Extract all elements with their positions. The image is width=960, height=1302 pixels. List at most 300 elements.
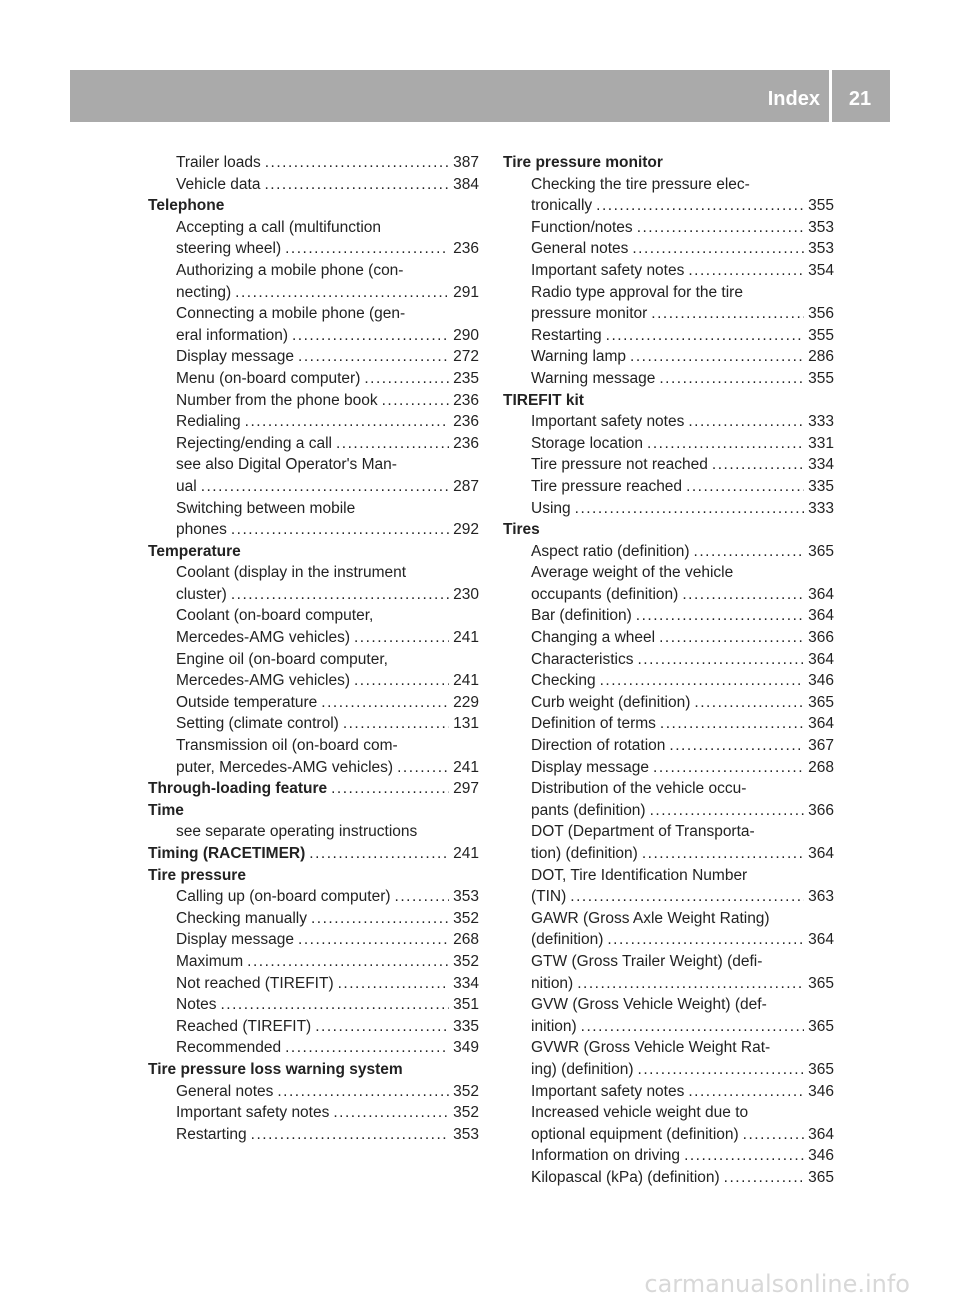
index-entry-text: steering wheel) <box>176 240 282 258</box>
index-entry <box>503 260 834 282</box>
index-entry <box>148 821 479 843</box>
index-entry-text: Switching between mobile <box>176 499 356 517</box>
index-heading <box>503 390 834 412</box>
index-entry <box>148 951 479 973</box>
index-entry <box>148 174 479 196</box>
index-page-ref: 352 <box>453 952 479 970</box>
index-entry <box>503 325 834 347</box>
index-entry <box>148 152 479 174</box>
index-entry <box>148 973 479 995</box>
leader-dots <box>382 390 450 412</box>
leader-dots <box>285 238 449 260</box>
leader-dots <box>251 1124 449 1146</box>
index-entry-text: Reached (TIREFIT) <box>176 1017 312 1035</box>
index-page-ref: 331 <box>808 434 834 452</box>
index-entry <box>148 325 479 347</box>
index-entry <box>503 454 834 476</box>
index-entry-text: Vehicle data <box>176 175 261 193</box>
index-heading <box>148 1059 479 1081</box>
index-entry <box>503 282 834 304</box>
index-entry <box>148 584 479 606</box>
index-entry <box>148 649 479 671</box>
index-entry <box>503 1102 834 1124</box>
leader-dots <box>245 411 449 433</box>
index-page-ref: 241 <box>453 845 479 862</box>
leader-dots <box>581 1016 804 1038</box>
index-entry <box>148 670 479 692</box>
leader-dots <box>712 454 804 476</box>
index-entry <box>503 908 834 930</box>
index-entry-text: Aspect ratio (definition) <box>531 542 690 560</box>
index-heading-text: Tire pressure <box>148 866 246 884</box>
page-number: 21 <box>848 88 872 110</box>
leader-dots <box>338 973 450 995</box>
section-title: Index <box>767 88 820 110</box>
index-page-ref: 334 <box>453 974 479 992</box>
index-entry <box>148 713 479 735</box>
index-column-left <box>148 152 479 1145</box>
index-entry-text: Maximum <box>176 952 244 970</box>
leader-dots <box>277 1081 449 1103</box>
index-page-ref: 333 <box>808 499 834 517</box>
index-page-ref: 365 <box>808 1168 834 1186</box>
index-column-right <box>503 152 834 1189</box>
index-entry-text: Kilopascal (kPa) (definition) <box>531 1168 720 1186</box>
leader-dots <box>637 217 804 239</box>
index-entry-text: Checking the tire pressure elec- <box>531 175 750 193</box>
index-entry <box>148 908 479 930</box>
index-entry <box>503 195 834 217</box>
index-entry-text: Recommended <box>176 1039 282 1057</box>
leader-dots <box>650 800 805 822</box>
index-entry-text: DOT, Tire Identification Number <box>531 866 748 884</box>
index-page-ref: 364 <box>808 931 834 949</box>
index-entry-text: Coolant (display in the instrument <box>176 564 407 582</box>
leader-dots <box>660 713 804 735</box>
index-heading-text: Timing (RACETIMER) <box>148 845 306 862</box>
index-entry <box>503 174 834 196</box>
index-entry-text: eral information) <box>176 326 288 344</box>
index-entry <box>503 994 834 1016</box>
index-entry-text: see also Digital Operator's Man- <box>176 456 397 474</box>
index-heading-text: Telephone <box>148 197 225 215</box>
index-entry <box>148 692 479 714</box>
leader-dots <box>647 433 804 455</box>
index-entry-text: (TIN) <box>531 888 567 906</box>
index-entry-text: see separate operating instructions <box>176 823 418 841</box>
leader-dots <box>743 1124 804 1146</box>
index-entry <box>503 1167 834 1189</box>
index-entry <box>503 1124 834 1146</box>
index-page-ref: 346 <box>808 1082 834 1100</box>
index-page-ref: 297 <box>453 780 479 798</box>
index-entry-text: Calling up (on-board computer) <box>176 888 391 906</box>
index-page-ref: 354 <box>808 261 834 279</box>
index-entry <box>148 757 479 779</box>
index-entry <box>503 303 834 325</box>
index-page-ref: 335 <box>808 477 834 495</box>
index-page-ref: 333 <box>808 413 834 431</box>
index-entry-text: Bar (definition) <box>531 607 632 625</box>
index-page-ref: 287 <box>453 477 479 495</box>
index-entry <box>503 1037 834 1059</box>
leader-dots <box>354 627 449 649</box>
index-entry-text: Mercedes-AMG vehicles) <box>176 629 350 647</box>
index-entry <box>148 346 479 368</box>
index-entry <box>148 1037 479 1059</box>
index-entry-text: pants (definition) <box>531 801 646 819</box>
index-entry <box>148 217 479 239</box>
index-page-ref: 230 <box>453 585 479 603</box>
index-entry-text: Display message <box>531 758 650 776</box>
index-entry-text: Function/notes <box>531 218 633 236</box>
index-entry-text: Increased vehicle weight due to <box>531 1104 749 1122</box>
index-entry-text: Coolant (on-board computer, <box>176 607 374 625</box>
index-heading-text: Time <box>148 801 184 819</box>
index-entry-text: Tire pressure not reached <box>531 456 708 474</box>
index-entry-text: Curb weight (definition) <box>531 693 691 711</box>
index-entry <box>503 562 834 584</box>
leader-dots <box>596 195 804 217</box>
index-entry <box>503 670 834 692</box>
leader-dots <box>309 843 449 865</box>
index-entry-text: pressure monitor <box>531 305 648 323</box>
leader-dots <box>636 605 804 627</box>
index-page-ref: 334 <box>808 456 834 474</box>
index-page-ref: 346 <box>808 672 834 690</box>
index-page-ref: 365 <box>808 693 834 711</box>
index-entry <box>503 692 834 714</box>
index-entry <box>148 238 479 260</box>
leader-dots <box>688 1081 804 1103</box>
index-page-ref: 364 <box>808 1125 834 1143</box>
index-entry-text: Checking <box>531 672 596 690</box>
leader-dots <box>684 1145 804 1167</box>
leader-dots <box>264 174 449 196</box>
index-entry <box>148 886 479 908</box>
index-entry-text: Definition of terms <box>531 715 656 733</box>
index-entry-text: Average weight of the vehicle <box>531 564 734 582</box>
leader-dots <box>570 886 804 908</box>
index-entry <box>503 800 834 822</box>
index-page-ref: 235 <box>453 369 479 387</box>
leader-dots <box>606 325 804 347</box>
index-entry-text: nition) <box>531 974 574 992</box>
index-page-ref: 355 <box>808 369 834 387</box>
leader-dots <box>682 584 804 606</box>
index-entry <box>503 411 834 433</box>
leader-dots <box>659 368 804 390</box>
index-page-ref: 353 <box>808 240 834 258</box>
index-entry <box>148 368 479 390</box>
index-heading <box>148 843 479 865</box>
index-entry-text: inition) <box>531 1017 577 1035</box>
index-entry-text: General notes <box>531 240 629 258</box>
leader-dots <box>724 1167 804 1189</box>
index-page-ref: 365 <box>808 542 834 560</box>
index-entry <box>503 951 834 973</box>
index-page-ref: 364 <box>808 607 834 625</box>
leader-dots <box>231 519 449 541</box>
index-heading-text: Temperature <box>148 542 241 560</box>
index-entry <box>503 238 834 260</box>
index-entry <box>148 260 479 282</box>
index-entry-text: optional equipment (definition) <box>531 1125 739 1143</box>
leader-dots <box>630 346 804 368</box>
index-entry-text: GVWR (Gross Vehicle Weight Rat- <box>531 1039 771 1057</box>
index-entry-text: Notes <box>176 996 217 1014</box>
index-page-ref: 364 <box>808 715 834 733</box>
index-page-ref: 355 <box>808 326 834 344</box>
index-page-ref: 292 <box>453 521 479 539</box>
index-entry-text: Rejecting/ending a call <box>176 434 332 452</box>
leader-dots <box>653 757 804 779</box>
index-entry-text: Changing a wheel <box>531 629 656 647</box>
index-heading <box>148 195 479 217</box>
index-entry-text: Number from the phone book <box>176 391 378 409</box>
index-entry <box>148 627 479 649</box>
leader-dots <box>336 433 449 455</box>
leader-dots <box>607 929 804 951</box>
index-entry <box>503 1145 834 1167</box>
leader-dots <box>669 735 804 757</box>
index-entry <box>148 605 479 627</box>
leader-dots <box>397 757 449 779</box>
index-entry-text: tion) (definition) <box>531 845 638 862</box>
index-entry-text: GTW (Gross Trailer Weight) (defi- <box>531 952 763 970</box>
index-entry-text: Tire pressure reached <box>531 477 683 495</box>
leader-dots <box>577 973 804 995</box>
leader-dots <box>292 325 449 347</box>
index-entry-text: Warning lamp <box>531 348 627 366</box>
index-page-ref: 335 <box>453 1017 479 1035</box>
index-heading-text: TIREFIT kit <box>503 391 584 409</box>
leader-dots <box>201 476 449 498</box>
index-entry <box>503 346 834 368</box>
index-page-ref: 351 <box>453 996 479 1014</box>
index-page-ref: 387 <box>453 154 479 171</box>
leader-dots <box>265 152 449 174</box>
index-entry <box>148 735 479 757</box>
index-entry <box>503 713 834 735</box>
index-entry <box>503 757 834 779</box>
index-page-ref: 290 <box>453 326 479 344</box>
index-heading <box>148 541 479 563</box>
index-entry-text: Authorizing a mobile phone (con- <box>176 261 404 279</box>
index-entry-text: tronically <box>531 197 593 215</box>
leader-dots <box>651 303 804 325</box>
index-page-ref: 364 <box>808 845 834 862</box>
footer-watermark: carmanualsonline.info <box>644 1270 910 1298</box>
index-page-ref: 365 <box>808 974 834 992</box>
index-entry-text: necting) <box>176 283 232 301</box>
index-entry <box>148 498 479 520</box>
index-entry <box>503 778 834 800</box>
index-entry-text: (definition) <box>531 931 604 949</box>
index-entry <box>148 1124 479 1146</box>
index-entry <box>503 541 834 563</box>
index-entry <box>503 649 834 671</box>
index-entry <box>503 605 834 627</box>
index-entry <box>148 303 479 325</box>
index-entry <box>148 994 479 1016</box>
index-entry <box>503 498 834 520</box>
leader-dots <box>343 713 449 735</box>
index-entry-text: Restarting <box>531 326 602 344</box>
index-entry-text: ing) (definition) <box>531 1060 634 1078</box>
index-entry-text: Direction of rotation <box>531 737 666 755</box>
index-page-ref: 364 <box>808 650 834 668</box>
index-entry-text: Redialing <box>176 413 241 431</box>
index-entry-text: Not reached (TIREFIT) <box>176 974 334 992</box>
index-entry-text: Using <box>531 499 571 517</box>
index-entry-text: Warning message <box>531 369 656 387</box>
index-entry-text: Menu (on-board computer) <box>176 369 361 387</box>
index-page-ref: 366 <box>808 629 834 647</box>
index-page-ref: 363 <box>808 888 834 906</box>
index-page-ref: 384 <box>453 175 479 193</box>
index-entry <box>503 1016 834 1038</box>
leader-dots <box>315 1016 449 1038</box>
leader-dots <box>331 778 449 800</box>
index-entry <box>503 735 834 757</box>
index-heading <box>148 865 479 887</box>
index-entry-text: Checking manually <box>176 909 307 927</box>
index-entry <box>503 433 834 455</box>
index-page-ref: 356 <box>808 305 834 323</box>
index-entry-text: puter, Mercedes-AMG vehicles) <box>176 758 394 776</box>
index-entry <box>503 973 834 995</box>
index-entry <box>503 886 834 908</box>
index-page-ref: 229 <box>453 693 479 711</box>
index-page-ref: 349 <box>453 1039 479 1057</box>
index-heading-text: Tires <box>503 521 540 539</box>
leader-dots <box>575 498 804 520</box>
leader-dots <box>694 692 804 714</box>
index-entry <box>148 282 479 304</box>
index-page-ref: 268 <box>808 758 834 776</box>
leader-dots <box>221 994 450 1016</box>
index-entry-text: GVW (Gross Vehicle Weight) (def- <box>531 996 767 1014</box>
index-entry <box>148 411 479 433</box>
leader-dots <box>247 951 449 973</box>
index-page-ref: 272 <box>453 348 479 366</box>
index-page-ref: 353 <box>453 888 479 906</box>
index-entry <box>148 1081 479 1103</box>
index-page-ref: 131 <box>453 715 479 733</box>
index-entry <box>503 843 834 865</box>
leader-dots <box>285 1037 449 1059</box>
index-entry-text: Outside temperature <box>176 693 318 711</box>
leader-dots <box>642 843 804 865</box>
index-entry <box>503 627 834 649</box>
index-entry <box>148 1016 479 1038</box>
index-entry-text: Restarting <box>176 1125 247 1143</box>
index-entry-text: Storage location <box>531 434 644 452</box>
leader-dots <box>686 476 804 498</box>
leader-dots <box>235 282 449 304</box>
index-entry-text: Characteristics <box>531 650 634 668</box>
index-page-ref: 365 <box>808 1060 834 1078</box>
index-entry-text: Distribution of the vehicle occu- <box>531 780 747 798</box>
index-entry <box>148 454 479 476</box>
leader-dots <box>364 368 449 390</box>
index-entry-text: Radio type approval for the tire <box>531 283 743 301</box>
index-page-ref: 367 <box>808 737 834 755</box>
index-entry <box>503 1059 834 1081</box>
index-entry-text: phones <box>176 521 227 539</box>
index-page-ref: 268 <box>453 931 479 949</box>
index-page-ref: 236 <box>453 240 479 258</box>
index-page-ref: 236 <box>453 434 479 452</box>
index-entry-text: Important safety notes <box>531 1082 685 1100</box>
index-page-ref: 241 <box>453 758 479 776</box>
index-entry-text: cluster) <box>176 585 227 603</box>
index-page-ref: 355 <box>808 197 834 215</box>
index-entry <box>503 217 834 239</box>
index-page-ref: 352 <box>453 909 479 927</box>
leader-dots <box>354 670 449 692</box>
index-entry-text: Mercedes-AMG vehicles) <box>176 672 350 690</box>
index-entry <box>148 476 479 498</box>
index-heading-text: Tire pressure monitor <box>503 154 663 171</box>
index-entry <box>148 562 479 584</box>
index-page-ref: 291 <box>453 283 479 301</box>
index-entry <box>503 1081 834 1103</box>
index-entry-text: Connecting a mobile phone (gen- <box>176 305 406 323</box>
index-entry-text: Transmission oil (on-board com- <box>176 737 398 755</box>
index-entry-text: DOT (Department of Transporta- <box>531 823 755 841</box>
leader-dots <box>395 886 450 908</box>
index-entry-text: General notes <box>176 1082 274 1100</box>
leader-dots <box>298 929 449 951</box>
page-header-bar <box>70 70 890 122</box>
index-page-ref: 364 <box>808 585 834 603</box>
index-entry-text: occupants (definition) <box>531 585 679 603</box>
index-page-ref: 353 <box>453 1125 479 1143</box>
index-heading-text: Tire pressure loss warning system <box>148 1060 403 1078</box>
index-entry <box>148 390 479 412</box>
index-entry <box>503 821 834 843</box>
index-heading <box>503 152 834 174</box>
index-page-ref: 365 <box>808 1017 834 1035</box>
index-entry <box>503 584 834 606</box>
index-entry-text: Important safety notes <box>176 1104 330 1122</box>
index-entry-text: Trailer loads <box>176 154 261 171</box>
leader-dots <box>298 346 449 368</box>
index-page-ref: 352 <box>453 1082 479 1100</box>
index-heading <box>148 778 479 800</box>
index-entry-text: Accepting a call (multifunction <box>176 218 382 236</box>
index-entry <box>148 929 479 951</box>
leader-dots <box>638 649 805 671</box>
index-heading <box>148 800 479 822</box>
leader-dots <box>688 260 804 282</box>
index-entry-text: Display message <box>176 348 295 366</box>
leader-dots <box>694 541 805 563</box>
index-page-ref: 241 <box>453 629 479 647</box>
leader-dots <box>659 627 804 649</box>
index-page-ref: 286 <box>808 348 834 366</box>
index-entry-text: Engine oil (on-board computer, <box>176 650 388 668</box>
index-page-ref: 236 <box>453 413 479 431</box>
leader-dots <box>600 670 805 692</box>
index-page-ref: 236 <box>453 391 479 409</box>
leader-dots <box>632 238 804 260</box>
index-page-ref: 352 <box>453 1104 479 1122</box>
leader-dots <box>321 692 449 714</box>
index-entry-text: GAWR (Gross Axle Weight Rating) <box>531 909 770 927</box>
